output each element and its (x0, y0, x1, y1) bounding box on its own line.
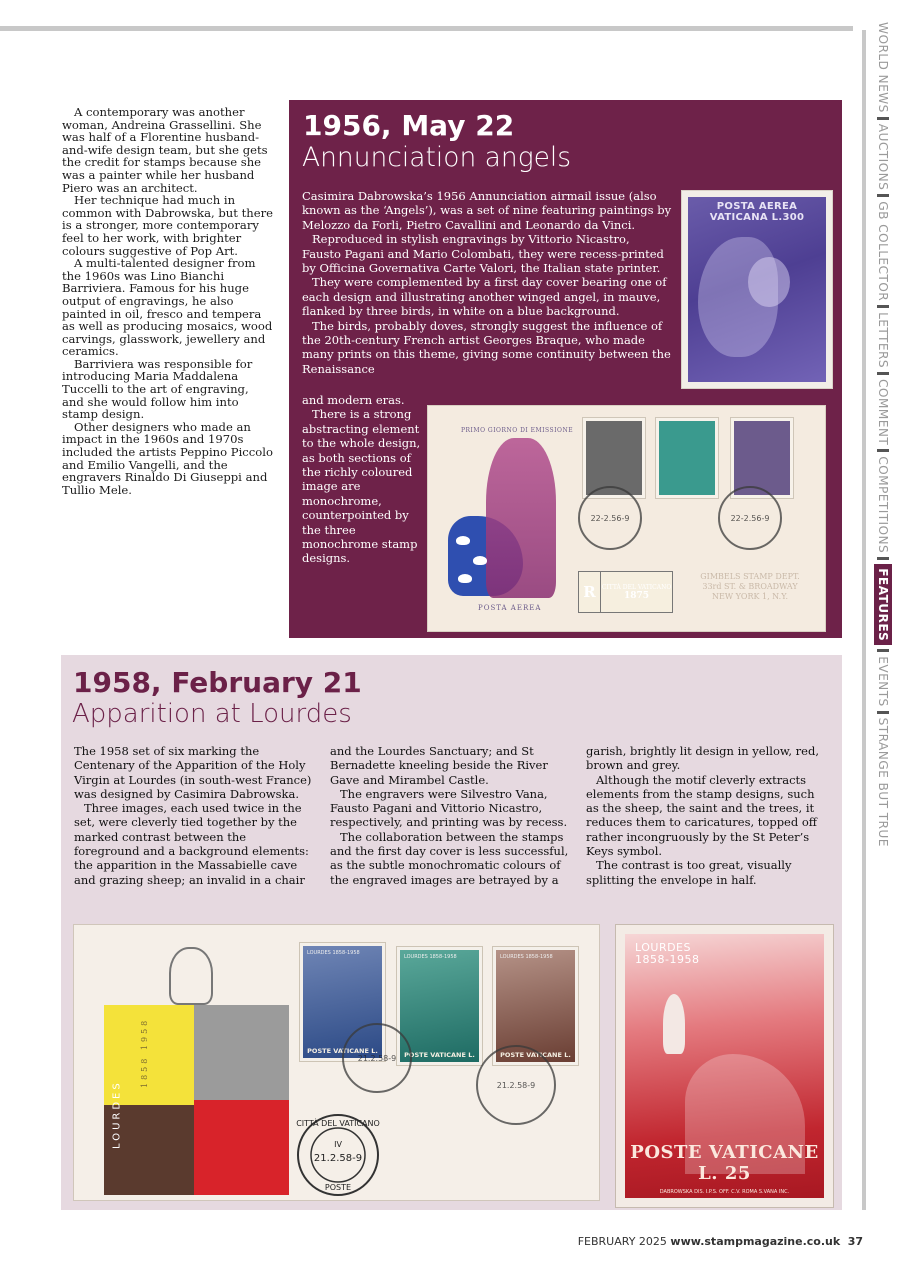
section-1958-column-1 (74, 744, 314, 887)
nav-separator (877, 711, 889, 714)
section-1956-date: 1956, May 22 (303, 109, 515, 142)
cover-years: 1858 1958 (140, 1017, 149, 1089)
dove-shape (456, 536, 470, 545)
body-paragraph: Her technique had much in common with Dabrowska, but there is a stronger, more contemporary feel to her work, with brighter colours suggestive of Pop Art. (62, 193, 273, 258)
first-day-cover-1956-image (428, 406, 825, 631)
st-peters-keys-icon (169, 947, 213, 1005)
first-day-cover-1958-image (74, 925, 599, 1200)
nav-separator (877, 194, 889, 197)
dove-shape (458, 574, 472, 583)
cover-heading: PRIMO GIORNO DI EMISSIONE (461, 427, 574, 434)
page-footer (578, 1235, 863, 1248)
postmark-cancel: 21.2.58-9 (342, 1023, 412, 1093)
stamp-lourdes-text: LOURDES 1858-1958 (404, 954, 457, 960)
nav-item-features[interactable]: FEATURES (874, 564, 892, 645)
stamp-lourdes-text: LOURDES 1858-1958 (500, 954, 553, 960)
body-paragraph: The engravers were Silvestro Vana, Fausto Pagani and Vittorio Nicastro, respectively, and printing was by recess. (330, 786, 568, 830)
nav-item-world-news[interactable]: WORLD NEWS (876, 22, 890, 113)
stamp-credits: DABROWSKA DIS. I.P.S. OFF. C.V. ROMA S.VANA INC. (659, 1189, 790, 1195)
registration-number: 1875 (623, 591, 650, 601)
postmark-cancel: 22-2.56-9 (578, 486, 642, 550)
stamp-value-caption: POSTE VATICANE L. 25 (630, 1142, 819, 1184)
page-number: 37 (847, 1235, 863, 1248)
section-1956-narrow-text (302, 393, 422, 566)
stamp-heading-line: 1858-1958 (635, 953, 700, 966)
stamp-heading-line: LOURDES (635, 941, 691, 954)
section-1956-box (289, 100, 842, 638)
nav-item-comment[interactable]: COMMENT (876, 378, 890, 446)
body-paragraph: A contemporary was another woman, Andreina Grassellini. She was half of a Florentine husband-and-wife design team, but she gets the credit for stamps because she was a painter while her husband Piero was an architect. (62, 105, 268, 195)
body-paragraph: Three images, each used twice in the set, were cleverly tied together by the marked contrast between the foreground and a background elements: the apparition in the Massabielle cave and grazing sheep; an invalid in a chair (74, 801, 309, 887)
section-nav (870, 22, 896, 957)
body-paragraph: Other designers who made an impact in the 1960s and 1970s included the artists Peppino Piccolo and Emilio Vangelli, and the engravers Rinaldo Di Giuseppi and Tullio Mele. (62, 419, 273, 497)
angel-airmail-stamp-image (682, 191, 832, 388)
section-1958-title: Apparition at Lourdes (72, 699, 352, 729)
nav-separator (877, 372, 889, 375)
body-paragraph: garish, brightly lit design in yellow, red, brown and grey. (586, 744, 820, 773)
postmark-cancel: 22-2.56-9 (718, 486, 782, 550)
nav-separator (877, 305, 889, 308)
stamp-lourdes-heading (635, 942, 699, 966)
addressee-line: GIMBELS STAMP DEPT. (700, 572, 800, 581)
footer-issue: FEBRUARY 2025 (577, 1235, 667, 1248)
body-paragraph: The contrast is too great, visually splitting the envelope in half. (586, 858, 792, 887)
section-1958-column-3 (586, 744, 826, 887)
nav-separator (877, 117, 889, 120)
postmark-cancel: 21.2.58-9 (476, 1045, 556, 1125)
stamp-caption: POSTE VATICANE L. (500, 1051, 571, 1059)
nav-item-gb-collector[interactable]: GB COLLECTOR (876, 201, 890, 302)
registration-office: CITTÀ DEL VATICANO (601, 584, 672, 591)
nav-item-events[interactable]: EVENTS (876, 656, 890, 707)
nav-item-competitions[interactable]: COMPETITIONS (876, 456, 890, 554)
cover-red-block (194, 1100, 289, 1195)
nav-separator (877, 557, 889, 560)
registration-letter: R (579, 572, 601, 612)
addressee-stamp (681, 566, 819, 622)
lourdes-25-lire-stamp-image (616, 925, 833, 1207)
virgin-figure-shape (663, 994, 685, 1054)
cancel-bottom-text: POSTE (324, 1183, 352, 1192)
section-1958-box (61, 655, 842, 1210)
body-paragraph: They were complemented by a first day cover bearing one of each design and illustrating another winged angel, in mauve, flanked by three birds, in white on a blue background. (302, 275, 667, 319)
body-paragraph: A multi-talented designer from the 1960s was Lino Bianchi Barriviera. Famous for his huge output of engravings, he also painted in oil, fresco and tempera as well as producing mosaics, wood carvings, glasswork, jewellery and ceramics. (62, 256, 273, 359)
addressee-line: NEW YORK 1, N.Y. (712, 592, 788, 601)
stamp-label: POSTA AEREA VATICANA L.300 (709, 201, 805, 223)
cover-posta-aerea: POSTA AEREA (478, 604, 542, 612)
body-paragraph: Barriviera was responsible for introducing Maria Maddalena Tuccelli to the art of engraving, and she would follow him into stamp design. (62, 356, 253, 422)
section-1956-text (302, 189, 672, 376)
cover-stamp-teal (656, 418, 718, 498)
body-paragraph: The 1958 set of six marking the Centenary of the Apparition of the Holy Virgin at Lourdes (in south-west France) was designed by Casimira Dabrowska. (74, 744, 312, 801)
section-1956-title: Annunciation angels (302, 142, 572, 173)
body-paragraph: Casimira Dabrowska’s 1956 Annunciation airmail issue (also known as the ‘Angels’), was a set of nine featuring paintings by Melozzo da Forli, Pietro Cavallini and Leonardo da Vinci. (302, 189, 672, 232)
cover-stamp-purple (731, 418, 793, 498)
body-paragraph: and modern eras. (302, 393, 405, 407)
nav-separator (877, 449, 889, 452)
stamp-caption: POSTE VATICANE L. (307, 1047, 378, 1055)
cover-angel-figure (486, 438, 556, 598)
side-rule (862, 30, 866, 1210)
stamp-caption: POSTE VATICANE L. (404, 1051, 475, 1059)
section-1958-column-2 (330, 744, 570, 887)
body-paragraph: The collaboration between the stamps and the first day cover is less successful, as the subtle monochromatic colours of the engraved images are betrayed by a (330, 829, 569, 887)
left-column (62, 106, 274, 496)
cancel-date: 21.2.58-9 (313, 1153, 363, 1164)
registration-label (578, 571, 673, 613)
cancel-top-text: CITTÀ DEL VATICANO (296, 1119, 380, 1128)
body-paragraph: Reproduced in stylish engravings by Vittorio Nicastro, Fausto Pagani and Mario Colombati, they were recess-printed by Officina Governativa Carte Valori, the Italian state printer. (302, 232, 664, 276)
nav-item-strange-but-true[interactable]: STRANGE BUT TRUE (876, 717, 890, 847)
body-paragraph: and the Lourdes Sanctuary; and St Bernadette kneeling beside the River Gave and Mirambel Castle. (330, 744, 548, 787)
dove-shape (473, 556, 487, 565)
addressee-line: 33rd ST. & BROADWAY (702, 582, 798, 591)
nav-item-auctions[interactable]: AUCTIONS (876, 123, 890, 191)
cover-vertical-lourdes: LOURDES (111, 1080, 123, 1150)
postmark-cancel-large (292, 1110, 384, 1196)
body-paragraph: The birds, probably doves, strongly suggest the influence of the 20th-century French artist Georges Braque, who made many prints on this theme, giving some continuity between the Renaissance (302, 318, 671, 376)
body-paragraph: Although the motif cleverly extracts elements from the stamp designs, such as the sheep, the saint and the trees, it reduces them to caricatures, topped off rather incongruously by the St Peter’s Keys symbol. (586, 772, 817, 859)
angel-head-shape (748, 257, 790, 307)
body-paragraph: There is a strong abstracting element to the whole design, as both sections of the richly coloured image are monochrome, counterpointed by the three monochrome stamp designs. (302, 407, 421, 566)
cover-grey-block (194, 1005, 289, 1100)
footer-url[interactable]: www.stampmagazine.co.uk (670, 1235, 841, 1248)
section-1958-date: 1958, February 21 (73, 666, 362, 699)
stamp-lourdes-text: LOURDES 1858-1958 (307, 950, 360, 956)
cancel-roman: IV (334, 1140, 342, 1149)
top-rule (0, 26, 853, 31)
nav-separator (877, 649, 889, 652)
nav-item-letters[interactable]: LETTERS (876, 312, 890, 368)
